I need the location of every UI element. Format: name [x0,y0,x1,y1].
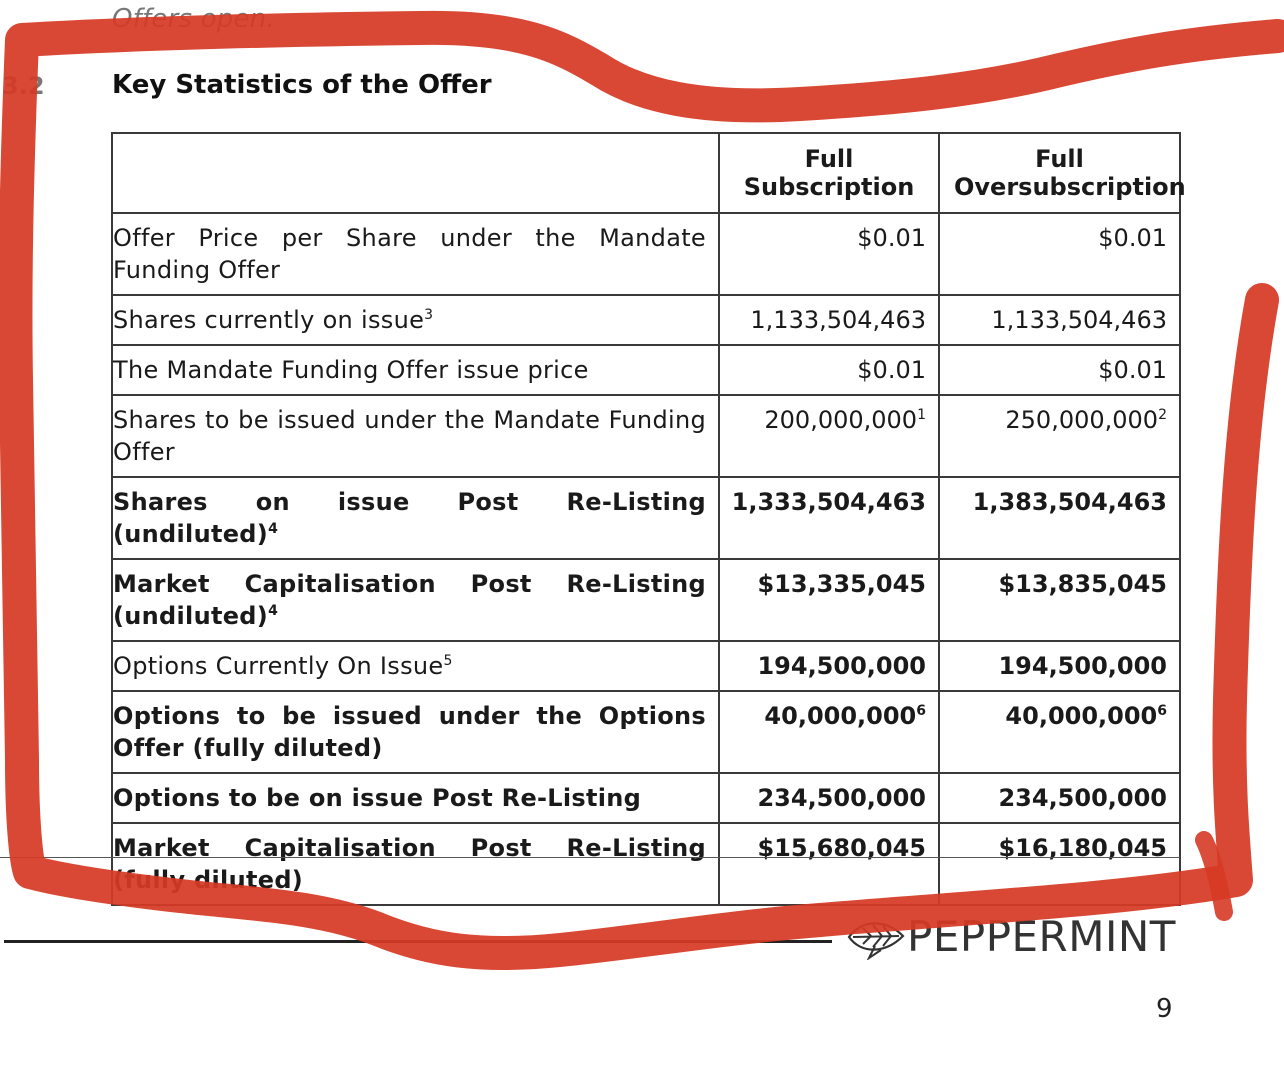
full-oversubscription-value [939,477,1180,559]
full-oversubscription-value-text: $13,835,045 [998,570,1167,598]
row-label [112,345,719,395]
full-oversubscription-value [939,213,1180,295]
full-oversubscription-value [939,559,1180,641]
full-subscription-value [719,691,939,773]
row-label-footnote: 4 [268,603,279,619]
row-label [112,477,719,559]
full-oversubscription-value-text: 1,133,504,463 [991,306,1167,334]
table-row [112,345,1180,395]
row-label [112,213,719,295]
row-label-text: Offer Price per Share under the Mandate Funding Offer [113,224,706,284]
full-subscription-value [719,823,939,905]
full-oversubscription-value [939,641,1180,691]
full-subscription-value [719,477,939,559]
table-row [112,295,1180,345]
row-label-text: Shares currently on issue [113,306,425,334]
full-oversubscription-value-text: $0.01 [1098,356,1167,384]
full-subscription-value [719,395,939,477]
row-label [112,641,719,691]
row-label-text: Options to be on issue Post Re-Listing [113,784,642,812]
row-label-text: Options Currently On Issue [113,652,444,680]
full-subscription-value-text: 1,133,504,463 [750,306,926,334]
table-row [112,773,1180,823]
full-oversubscription-value-text: 250,000,000 [1005,406,1159,434]
row-label-footnote: 4 [268,521,279,537]
header-full-oversubscription: Full Oversubscription [939,133,1180,213]
full-subscription-value-text: 40,000,000 [764,702,917,730]
marker-edge-stroke [1204,840,1224,912]
full-oversubscription-value-footnote: 2 [1158,407,1167,423]
row-label-text: Market Capitalisation Post Re-Listing (undiluted) [113,570,706,630]
table-header-row [112,133,1180,213]
full-oversubscription-value [939,345,1180,395]
full-oversubscription-value-text: 1,383,504,463 [972,488,1167,516]
full-oversubscription-value [939,395,1180,477]
page-number: 9 [1156,994,1173,1024]
previous-paragraph-text: Offers open. [112,4,275,34]
table-row [112,395,1180,477]
brand-name: PEPPERMINT [907,912,1176,961]
full-subscription-value-text: $13,335,045 [757,570,926,598]
full-subscription-value-text: $0.01 [857,356,926,384]
row-label [112,295,719,345]
full-subscription-value-text: 200,000,000 [764,406,918,434]
full-oversubscription-value [939,691,1180,773]
table-row [112,559,1180,641]
full-oversubscription-value-text: 194,500,000 [998,652,1167,680]
full-subscription-value-text: 194,500,000 [757,652,926,680]
row-label-text: Market Capitalisation Post Re-Listing (fully diluted) [113,834,706,894]
full-oversubscription-value [939,773,1180,823]
row-label-text: Shares on issue Post Re-Listing (undiluted) [113,488,706,548]
full-subscription-value-text: 234,500,000 [757,784,926,812]
footer-divider [0,857,1180,858]
table-row [112,213,1180,295]
full-subscription-value [719,295,939,345]
full-oversubscription-value-text: $16,180,045 [998,834,1167,862]
footer-brand-rule [4,940,832,943]
row-label-footnote: 3 [424,307,434,323]
key-statistics-table [111,132,1186,906]
row-label [112,395,719,477]
full-subscription-value [719,773,939,823]
header-empty-cell [112,133,719,213]
peppermint-leaf-icon [845,914,907,960]
row-label [112,691,719,773]
full-subscription-value [719,641,939,691]
row-label-text: Options to be issued under the Options Offer (fully diluted) [113,702,706,762]
row-label [112,773,719,823]
row-label [112,559,719,641]
full-subscription-value-footnote: 6 [916,703,926,719]
table-row [112,823,1180,905]
footer-brand [845,912,1176,961]
full-oversubscription-value [939,823,1180,905]
full-subscription-value-text: 1,333,504,463 [731,488,926,516]
full-oversubscription-value [939,295,1180,345]
section-number: 3.2 [2,72,45,100]
full-subscription-value-text: $15,680,045 [757,834,926,862]
full-subscription-value [719,213,939,295]
row-label-text: Shares to be issued under the Mandate Funding Offer [113,406,706,466]
row-label-footnote: 5 [443,653,453,669]
full-oversubscription-value-text: 40,000,000 [1005,702,1158,730]
table-row [112,477,1180,559]
full-subscription-value [719,345,939,395]
table-row [112,641,1180,691]
full-subscription-value [719,559,939,641]
header-full-subscription: Full Subscription [719,133,939,213]
full-subscription-value-footnote: 1 [917,407,926,423]
full-oversubscription-value-text: $0.01 [1098,224,1167,252]
table-row [112,691,1180,773]
full-oversubscription-value-text: 234,500,000 [998,784,1167,812]
row-label [112,823,719,905]
section-title: Key Statistics of the Offer [112,70,492,100]
row-label-text: The Mandate Funding Offer issue price [113,356,589,384]
full-oversubscription-value-footnote: 6 [1157,703,1167,719]
full-subscription-value-text: $0.01 [857,224,926,252]
